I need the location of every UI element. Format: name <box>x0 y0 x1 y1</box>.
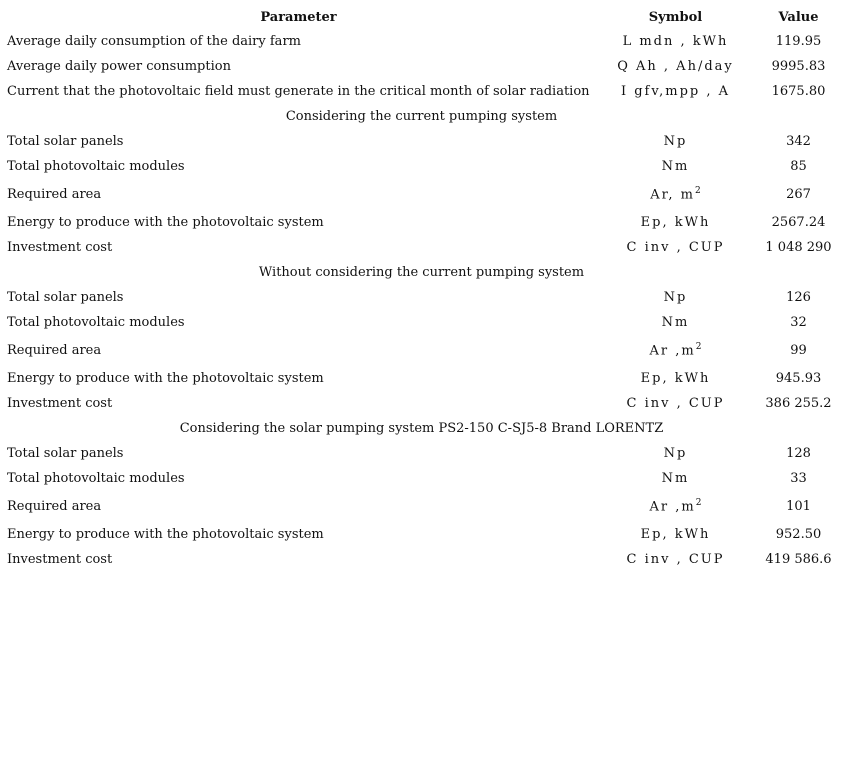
table-row <box>4 285 839 310</box>
symbol-exponent: 2 <box>695 342 702 353</box>
parameter-cell: Total solar panels <box>7 290 124 305</box>
parameter-cell: Total solar panels <box>7 446 124 461</box>
value-cell: 101 <box>786 499 811 514</box>
parameters-table <box>4 5 839 572</box>
symbol-text: Ep, kWh <box>640 371 711 386</box>
header-row <box>4 5 839 29</box>
table-row <box>4 29 839 54</box>
table-row <box>4 79 839 104</box>
section-row <box>4 260 839 285</box>
table-row <box>4 235 839 260</box>
value-cell: 85 <box>790 159 807 174</box>
symbol-text: Nm <box>661 315 690 330</box>
table-row <box>4 466 839 491</box>
header-value: Value <box>778 9 819 25</box>
symbol-text: C inv , CUP <box>626 396 725 411</box>
symbol-text: C inv , CUP <box>626 552 725 567</box>
value-cell: 2567.24 <box>771 215 826 230</box>
symbol-cell <box>593 29 758 54</box>
table-row <box>4 441 839 466</box>
symbol-cell <box>593 79 758 104</box>
parameter-cell: Total photovoltaic modules <box>7 315 185 330</box>
table-row <box>4 366 839 391</box>
symbol-cell <box>593 235 758 260</box>
header-parameter: Parameter <box>260 9 337 25</box>
value-cell: 945.93 <box>775 371 822 386</box>
value-cell: 119.95 <box>775 34 822 49</box>
section-title: Considering the solar pumping system PS2-150 C-SJ5-8 Brand LORENTZ <box>179 421 664 436</box>
section-row <box>4 104 839 129</box>
parameter-cell: Average daily consumption of the dairy farm <box>7 34 301 49</box>
parameter-cell: Energy to produce with the photovoltaic system <box>7 371 324 386</box>
symbol-text: Np <box>663 290 688 305</box>
symbol-cell <box>593 547 758 572</box>
symbol-cell <box>593 466 758 491</box>
value-cell: 99 <box>790 343 807 358</box>
value-cell: 9995.83 <box>771 59 826 74</box>
table-header <box>4 5 839 29</box>
symbol-text: Ep, kWh <box>640 215 711 230</box>
symbol-cell <box>593 522 758 547</box>
table-row <box>4 335 839 366</box>
symbol-cell <box>593 335 758 366</box>
table-row <box>4 210 839 235</box>
symbol-text: Q Ah , Ah/day <box>617 59 734 74</box>
parameter-cell: Energy to produce with the photovoltaic system <box>7 527 324 542</box>
value-cell: 1675.80 <box>771 84 826 99</box>
value-cell: 952.50 <box>775 527 822 542</box>
value-cell: 1 048 290 <box>765 240 832 255</box>
parameter-cell: Total photovoltaic modules <box>7 159 185 174</box>
parameter-cell: Required area <box>7 499 102 514</box>
symbol-cell <box>593 441 758 466</box>
symbol-text: Ar ,m <box>649 343 696 359</box>
symbol-text: Ar ,m <box>649 499 696 515</box>
header-symbol: Symbol <box>648 9 703 25</box>
parameter-cell: Required area <box>7 343 102 358</box>
table-row <box>4 391 839 416</box>
symbol-text: Ar, m <box>650 187 696 203</box>
value-cell: 32 <box>790 315 807 330</box>
parameter-cell: Average daily power consumption <box>7 59 231 74</box>
symbol-text: Nm <box>661 159 690 174</box>
section-row <box>4 416 839 441</box>
table-row <box>4 310 839 335</box>
value-cell: 342 <box>786 134 811 149</box>
symbol-cell <box>593 366 758 391</box>
table-body <box>4 29 839 572</box>
symbol-cell <box>593 310 758 335</box>
parameter-cell: Required area <box>7 187 102 202</box>
symbol-cell <box>593 391 758 416</box>
symbol-cell <box>593 210 758 235</box>
symbol-text: I gfv,mpp , A <box>620 84 731 99</box>
section-title: Without considering the current pumping system <box>258 265 585 280</box>
table-row <box>4 547 839 572</box>
symbol-text: Ep, kWh <box>640 527 711 542</box>
parameter-cell: Total photovoltaic modules <box>7 471 185 486</box>
parameter-cell: Investment cost <box>7 396 113 411</box>
symbol-cell <box>593 179 758 210</box>
parameter-cell: Current that the photovoltaic field must generate in the critical month of solar radiation <box>7 84 590 99</box>
value-cell: 128 <box>786 446 811 461</box>
parameter-cell: Investment cost <box>7 552 113 567</box>
value-cell: 33 <box>790 471 807 486</box>
table-row <box>4 154 839 179</box>
table-row <box>4 522 839 547</box>
table-row <box>4 129 839 154</box>
symbol-cell <box>593 154 758 179</box>
symbol-cell <box>593 491 758 522</box>
symbol-text: Np <box>663 446 688 461</box>
parameters-table-container <box>4 5 839 572</box>
symbol-exponent: 2 <box>695 186 701 197</box>
symbol-cell <box>593 54 758 79</box>
parameter-cell: Energy to produce with the photovoltaic system <box>7 215 324 230</box>
symbol-exponent: 2 <box>695 498 702 509</box>
symbol-text: L mdn , kWh <box>622 34 729 49</box>
symbol-text: Np <box>663 134 688 149</box>
symbol-text: C inv , CUP <box>626 240 725 255</box>
parameter-cell: Total solar panels <box>7 134 124 149</box>
symbol-text: Nm <box>661 471 690 486</box>
section-title: Considering the current pumping system <box>285 109 558 124</box>
symbol-cell <box>593 285 758 310</box>
symbol-cell <box>593 129 758 154</box>
value-cell: 126 <box>786 290 811 305</box>
table-row <box>4 54 839 79</box>
table-row <box>4 491 839 522</box>
parameter-cell: Investment cost <box>7 240 113 255</box>
value-cell: 267 <box>786 187 811 202</box>
table-row <box>4 179 839 210</box>
value-cell: 386 255.2 <box>765 396 832 411</box>
value-cell: 419 586.6 <box>765 552 832 567</box>
